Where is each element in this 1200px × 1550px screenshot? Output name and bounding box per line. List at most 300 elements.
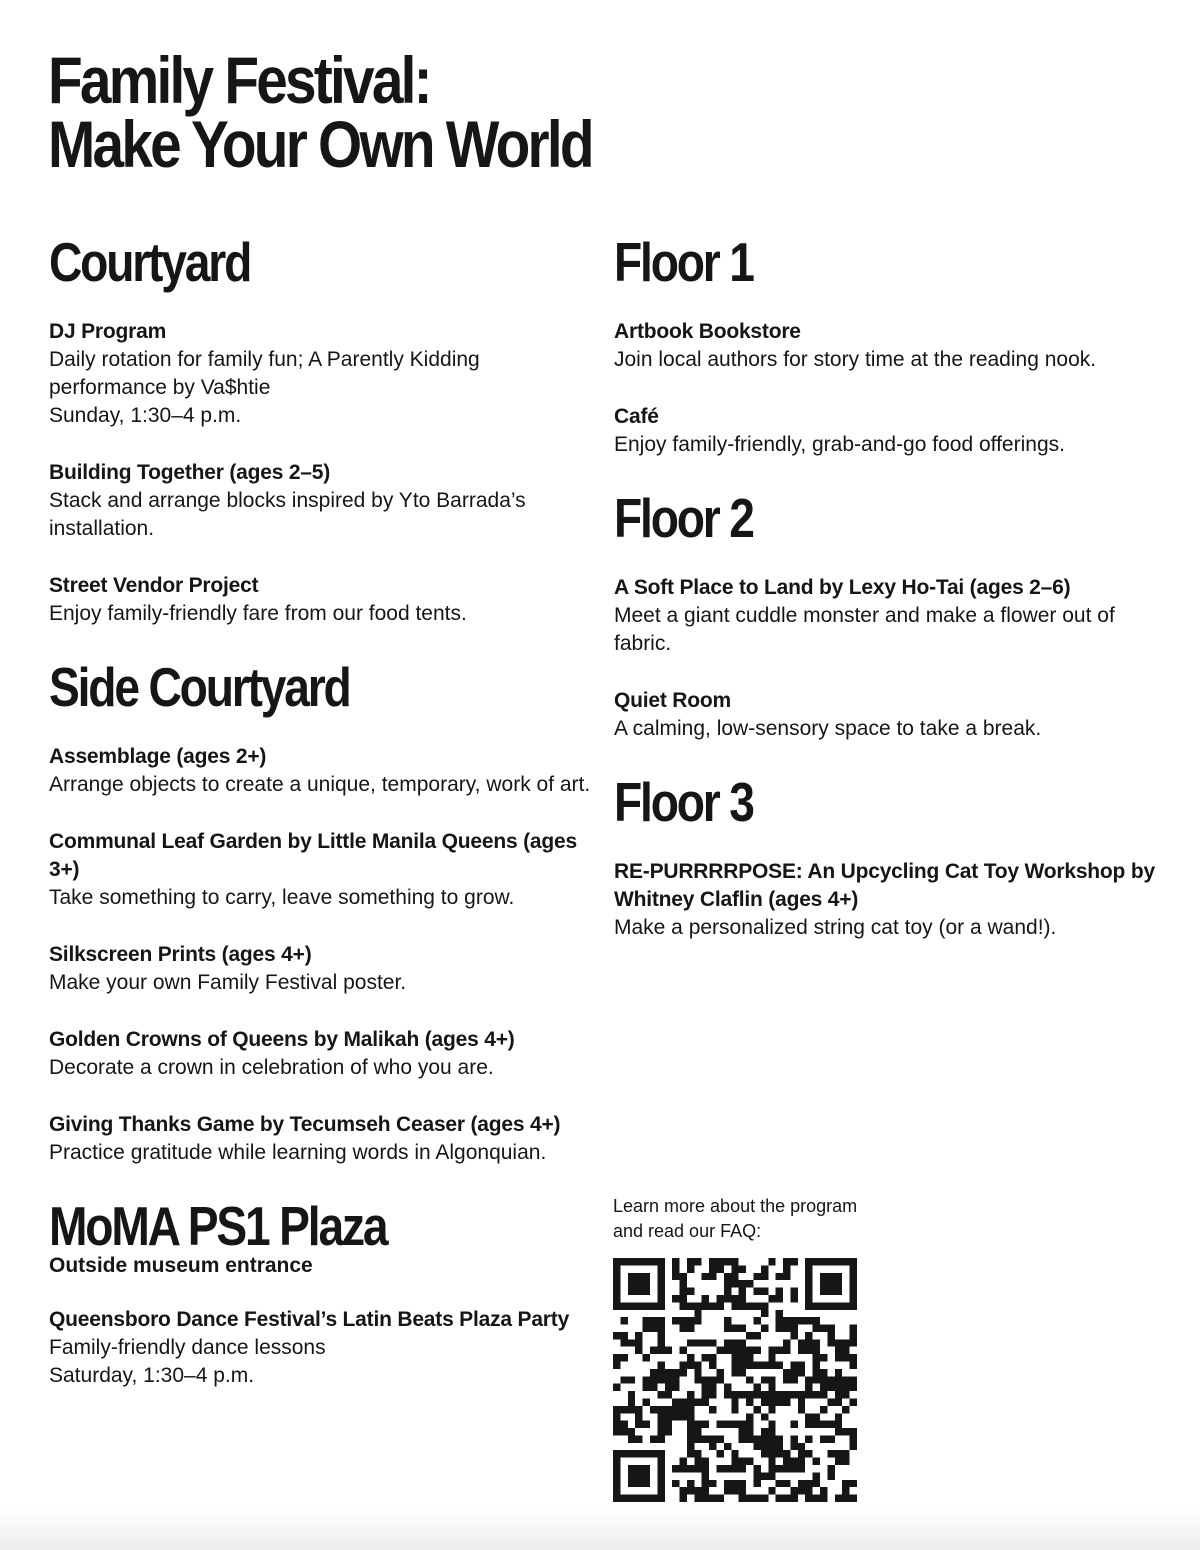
qr-module bbox=[665, 1369, 672, 1376]
qr-module bbox=[650, 1369, 657, 1376]
qr-module bbox=[842, 1376, 849, 1383]
qr-module bbox=[709, 1391, 716, 1398]
qr-module bbox=[613, 1487, 620, 1494]
qr-module bbox=[739, 1458, 746, 1465]
floor-2-items bbox=[614, 574, 1174, 743]
qr-module bbox=[768, 1487, 775, 1494]
side-courtyard-section bbox=[49, 657, 594, 1167]
qr-module bbox=[739, 1362, 746, 1369]
qr-module bbox=[768, 1295, 775, 1302]
qr-module bbox=[790, 1362, 797, 1369]
qr-module bbox=[783, 1495, 790, 1502]
qr-module bbox=[850, 1302, 857, 1309]
program-item bbox=[49, 743, 594, 799]
qr-module bbox=[753, 1273, 760, 1280]
qr-module bbox=[724, 1384, 731, 1391]
qr-module bbox=[657, 1265, 664, 1272]
qr-module bbox=[813, 1421, 820, 1428]
qr-module bbox=[790, 1421, 797, 1428]
qr-module bbox=[842, 1458, 849, 1465]
qr-module bbox=[635, 1347, 642, 1354]
qr-module bbox=[835, 1421, 842, 1428]
qr-module bbox=[657, 1450, 664, 1457]
qr-module bbox=[753, 1391, 760, 1398]
qr-module bbox=[702, 1376, 709, 1383]
qr-module bbox=[761, 1495, 768, 1502]
qr-module bbox=[717, 1265, 724, 1272]
qr-module bbox=[820, 1258, 827, 1265]
qr-module bbox=[657, 1421, 664, 1428]
qr-module bbox=[650, 1302, 657, 1309]
qr-module bbox=[680, 1458, 687, 1465]
qr-module bbox=[687, 1487, 694, 1494]
qr-module bbox=[842, 1450, 849, 1457]
qr-module bbox=[635, 1413, 642, 1420]
qr-module bbox=[835, 1428, 842, 1435]
qr-module bbox=[635, 1332, 642, 1339]
qr-module bbox=[827, 1472, 834, 1479]
program-description: Enjoy family-friendly fare from our food tents. bbox=[49, 602, 467, 625]
qr-module bbox=[687, 1258, 694, 1265]
qr-module bbox=[850, 1325, 857, 1332]
qr-module bbox=[628, 1406, 635, 1413]
qr-module bbox=[724, 1258, 731, 1265]
qr-module bbox=[628, 1472, 635, 1479]
qr-module bbox=[820, 1421, 827, 1428]
qr-module bbox=[753, 1435, 760, 1442]
qr-module bbox=[680, 1295, 687, 1302]
qr-module bbox=[739, 1495, 746, 1502]
qr-module bbox=[761, 1428, 768, 1435]
qr-module bbox=[790, 1465, 797, 1472]
qr-module bbox=[768, 1398, 775, 1405]
qr-module bbox=[724, 1295, 731, 1302]
program-description: Decorate a crown in celebration of who you are. bbox=[49, 1056, 494, 1079]
qr-module bbox=[724, 1317, 731, 1324]
qr-module bbox=[753, 1317, 760, 1324]
qr-module bbox=[813, 1362, 820, 1369]
qr-module bbox=[628, 1302, 635, 1309]
qr-module bbox=[790, 1487, 797, 1494]
qr-module bbox=[665, 1391, 672, 1398]
qr-module bbox=[672, 1413, 679, 1420]
program-description: Meet a giant cuddle monster and make a flower out of fabric. bbox=[614, 604, 1115, 655]
qr-module bbox=[805, 1258, 812, 1265]
program-description: Stack and arrange blocks inspired by Yto Barrada’s installation. bbox=[49, 489, 526, 540]
faq-qr-block bbox=[613, 1194, 873, 1502]
qr-module bbox=[790, 1376, 797, 1383]
qr-module bbox=[739, 1435, 746, 1442]
qr-module bbox=[790, 1317, 797, 1324]
qr-module bbox=[835, 1258, 842, 1265]
qr-module bbox=[805, 1391, 812, 1398]
qr-module bbox=[813, 1376, 820, 1383]
program-item bbox=[49, 572, 594, 628]
qr-module bbox=[672, 1398, 679, 1405]
qr-module bbox=[694, 1428, 701, 1435]
qr-module bbox=[650, 1384, 657, 1391]
qr-module bbox=[813, 1369, 820, 1376]
plaza-subheading: Outside museum entrance bbox=[49, 1254, 313, 1277]
courtyard-heading: Courtyard bbox=[49, 231, 251, 293]
qr-module bbox=[657, 1288, 664, 1295]
qr-module bbox=[731, 1362, 738, 1369]
qr-module bbox=[657, 1273, 664, 1280]
qr-module bbox=[783, 1480, 790, 1487]
qr-module bbox=[746, 1376, 753, 1383]
qr-module bbox=[761, 1472, 768, 1479]
qr-module bbox=[746, 1354, 753, 1361]
qr-module bbox=[805, 1376, 812, 1383]
qr-module bbox=[709, 1480, 716, 1487]
qr-module bbox=[790, 1458, 797, 1465]
qr-module bbox=[657, 1391, 664, 1398]
qr-module bbox=[717, 1295, 724, 1302]
qr-module bbox=[628, 1339, 635, 1346]
qr-module bbox=[635, 1258, 642, 1265]
qr-module bbox=[850, 1495, 857, 1502]
qr-module bbox=[650, 1325, 657, 1332]
qr-module bbox=[805, 1339, 812, 1346]
qr-module bbox=[739, 1421, 746, 1428]
program-item bbox=[49, 1306, 594, 1390]
qr-module bbox=[657, 1280, 664, 1287]
qr-module bbox=[827, 1273, 834, 1280]
qr-module bbox=[776, 1347, 783, 1354]
qr-module bbox=[643, 1465, 650, 1472]
qr-module bbox=[717, 1258, 724, 1265]
qr-module bbox=[672, 1376, 679, 1383]
qr-module bbox=[835, 1376, 842, 1383]
qr-module bbox=[613, 1421, 620, 1428]
qr-module bbox=[753, 1472, 760, 1479]
qr-module bbox=[709, 1265, 716, 1272]
qr-module bbox=[680, 1465, 687, 1472]
qr-module bbox=[805, 1480, 812, 1487]
qr-module bbox=[798, 1450, 805, 1457]
qr-module bbox=[820, 1391, 827, 1398]
qr-module bbox=[731, 1354, 738, 1361]
qr-module bbox=[724, 1280, 731, 1287]
qr-module bbox=[850, 1428, 857, 1435]
qr-module bbox=[724, 1273, 731, 1280]
qr-module bbox=[776, 1295, 783, 1302]
qr-module bbox=[680, 1398, 687, 1405]
qr-module bbox=[842, 1406, 849, 1413]
qr-module bbox=[753, 1495, 760, 1502]
qr-module bbox=[813, 1495, 820, 1502]
qr-module bbox=[746, 1428, 753, 1435]
qr-module bbox=[650, 1495, 657, 1502]
qr-module bbox=[709, 1273, 716, 1280]
qr-module bbox=[805, 1302, 812, 1309]
qr-module bbox=[702, 1472, 709, 1479]
qr-module bbox=[680, 1347, 687, 1354]
qr-module bbox=[620, 1450, 627, 1457]
qr-module bbox=[835, 1302, 842, 1309]
qr-module bbox=[635, 1302, 642, 1309]
qr-module bbox=[746, 1280, 753, 1287]
qr-module bbox=[702, 1391, 709, 1398]
qr-module bbox=[672, 1480, 679, 1487]
qr-module bbox=[620, 1376, 627, 1383]
qr-module bbox=[820, 1280, 827, 1287]
qr-module bbox=[657, 1317, 664, 1324]
qr-module bbox=[746, 1421, 753, 1428]
qr-module bbox=[820, 1495, 827, 1502]
qr-module bbox=[687, 1413, 694, 1420]
program-title: Silkscreen Prints (ages 4+) bbox=[49, 943, 312, 966]
qr-module bbox=[709, 1384, 716, 1391]
qr-module bbox=[790, 1332, 797, 1339]
qr-module bbox=[827, 1376, 834, 1383]
qr-module bbox=[628, 1288, 635, 1295]
qr-module bbox=[628, 1450, 635, 1457]
qr-module bbox=[657, 1406, 664, 1413]
qr-module bbox=[805, 1450, 812, 1457]
program-description: Practice gratitude while learning words in Algonquian. bbox=[49, 1141, 547, 1164]
qr-module bbox=[643, 1384, 650, 1391]
qr-module bbox=[842, 1428, 849, 1435]
qr-module bbox=[850, 1332, 857, 1339]
qr-module bbox=[687, 1339, 694, 1346]
qr-module bbox=[805, 1495, 812, 1502]
qr-module bbox=[805, 1288, 812, 1295]
qr-module bbox=[820, 1354, 827, 1361]
qr-module bbox=[620, 1354, 627, 1361]
qr-module bbox=[783, 1391, 790, 1398]
program-item bbox=[614, 318, 1174, 374]
program-item bbox=[614, 574, 1174, 658]
qr-module bbox=[702, 1354, 709, 1361]
program-time: Saturday, 1:30–4 p.m. bbox=[49, 1364, 255, 1387]
program-item bbox=[614, 858, 1174, 942]
qr-module bbox=[827, 1435, 834, 1442]
qr-module bbox=[761, 1273, 768, 1280]
qr-module bbox=[813, 1354, 820, 1361]
qr-module bbox=[672, 1317, 679, 1324]
qr-module bbox=[850, 1339, 857, 1346]
program-title: Golden Crowns of Queens by Malikah (ages 4+) bbox=[49, 1028, 515, 1051]
qr-module bbox=[687, 1391, 694, 1398]
qr-module bbox=[761, 1288, 768, 1295]
qr-module bbox=[820, 1325, 827, 1332]
floor-1-section bbox=[614, 232, 1174, 459]
qr-module bbox=[835, 1288, 842, 1295]
qr-code-icon[interactable] bbox=[613, 1258, 857, 1502]
qr-module bbox=[753, 1332, 760, 1339]
qr-module bbox=[657, 1339, 664, 1346]
qr-module bbox=[731, 1398, 738, 1405]
qr-module bbox=[805, 1487, 812, 1494]
qr-module bbox=[694, 1465, 701, 1472]
floor-3-heading: Floor 3 bbox=[614, 771, 753, 833]
plaza-items bbox=[49, 1306, 594, 1390]
qr-module bbox=[850, 1384, 857, 1391]
qr-module bbox=[768, 1435, 775, 1442]
qr-module bbox=[657, 1302, 664, 1309]
qr-module bbox=[761, 1265, 768, 1272]
qr-module bbox=[702, 1495, 709, 1502]
qr-module bbox=[746, 1332, 753, 1339]
qr-module bbox=[768, 1354, 775, 1361]
qr-module bbox=[827, 1302, 834, 1309]
qr-module bbox=[709, 1302, 716, 1309]
qr-module bbox=[753, 1465, 760, 1472]
qr-module bbox=[672, 1273, 679, 1280]
qr-module bbox=[650, 1317, 657, 1324]
qr-module bbox=[717, 1369, 724, 1376]
qr-module bbox=[702, 1295, 709, 1302]
qr-module bbox=[694, 1398, 701, 1405]
qr-module bbox=[717, 1450, 724, 1457]
qr-module bbox=[746, 1391, 753, 1398]
qr-module bbox=[753, 1288, 760, 1295]
qr-module bbox=[694, 1317, 701, 1324]
qr-module bbox=[739, 1265, 746, 1272]
qr-module bbox=[694, 1302, 701, 1309]
qr-module bbox=[613, 1472, 620, 1479]
qr-module bbox=[798, 1406, 805, 1413]
qr-module bbox=[628, 1376, 635, 1383]
qr-module bbox=[827, 1384, 834, 1391]
qr-module bbox=[753, 1384, 760, 1391]
qr-module bbox=[643, 1280, 650, 1287]
qr-module bbox=[643, 1288, 650, 1295]
qr-module bbox=[820, 1435, 827, 1442]
qr-module bbox=[790, 1495, 797, 1502]
qr-module bbox=[709, 1362, 716, 1369]
qr-module bbox=[746, 1495, 753, 1502]
qr-module bbox=[680, 1362, 687, 1369]
qr-module bbox=[620, 1406, 627, 1413]
qr-module bbox=[850, 1376, 857, 1383]
qr-module bbox=[827, 1421, 834, 1428]
qr-module bbox=[731, 1458, 738, 1465]
floor-3-section bbox=[614, 772, 1174, 942]
qr-module bbox=[813, 1413, 820, 1420]
qr-module bbox=[724, 1487, 731, 1494]
qr-module bbox=[680, 1406, 687, 1413]
qr-module bbox=[643, 1354, 650, 1361]
qr-module bbox=[680, 1495, 687, 1502]
qr-module bbox=[731, 1295, 738, 1302]
qr-module bbox=[776, 1362, 783, 1369]
program-title: Giving Thanks Game by Tecumseh Ceaser (ages 4+) bbox=[49, 1113, 561, 1136]
program-item bbox=[49, 318, 594, 430]
program-item bbox=[614, 687, 1174, 743]
qr-module bbox=[657, 1295, 664, 1302]
qr-module bbox=[680, 1288, 687, 1295]
qr-module bbox=[657, 1347, 664, 1354]
qr-module bbox=[827, 1332, 834, 1339]
qr-module bbox=[613, 1273, 620, 1280]
qr-module bbox=[768, 1391, 775, 1398]
qr-module bbox=[628, 1480, 635, 1487]
qr-module bbox=[768, 1458, 775, 1465]
program-title: Quiet Room bbox=[614, 689, 731, 712]
qr-module bbox=[672, 1295, 679, 1302]
qr-module bbox=[850, 1265, 857, 1272]
qr-module bbox=[620, 1339, 627, 1346]
qr-module bbox=[717, 1465, 724, 1472]
qr-module bbox=[702, 1487, 709, 1494]
qr-module bbox=[761, 1413, 768, 1420]
qr-module bbox=[613, 1465, 620, 1472]
qr-module bbox=[753, 1406, 760, 1413]
qr-module bbox=[798, 1339, 805, 1346]
qr-module bbox=[842, 1495, 849, 1502]
qr-module bbox=[798, 1391, 805, 1398]
qr-module bbox=[783, 1376, 790, 1383]
qr-module bbox=[835, 1413, 842, 1420]
qr-module bbox=[739, 1280, 746, 1287]
qr-module bbox=[650, 1347, 657, 1354]
qr-module bbox=[702, 1421, 709, 1428]
qr-module bbox=[724, 1443, 731, 1450]
qr-module bbox=[650, 1435, 657, 1442]
qr-module bbox=[813, 1302, 820, 1309]
qr-module bbox=[776, 1317, 783, 1324]
qr-module bbox=[827, 1450, 834, 1457]
qr-module bbox=[850, 1354, 857, 1361]
qr-module bbox=[805, 1295, 812, 1302]
qr-module bbox=[709, 1339, 716, 1346]
qr-module bbox=[731, 1421, 738, 1428]
qr-module bbox=[805, 1273, 812, 1280]
qr-module bbox=[613, 1280, 620, 1287]
qr-module bbox=[643, 1398, 650, 1405]
program-description: Arrange objects to create a unique, temporary, work of art. bbox=[49, 773, 591, 796]
qr-module bbox=[731, 1369, 738, 1376]
qr-module bbox=[805, 1421, 812, 1428]
program-item bbox=[614, 403, 1174, 459]
qr-module bbox=[628, 1273, 635, 1280]
qr-module bbox=[694, 1495, 701, 1502]
qr-module bbox=[724, 1421, 731, 1428]
plaza-section bbox=[49, 1196, 594, 1390]
qr-module bbox=[776, 1325, 783, 1332]
qr-module bbox=[739, 1354, 746, 1361]
qr-module bbox=[635, 1288, 642, 1295]
qr-module bbox=[687, 1435, 694, 1442]
qr-module bbox=[613, 1384, 620, 1391]
qr-module bbox=[753, 1443, 760, 1450]
qr-module bbox=[798, 1317, 805, 1324]
qr-module bbox=[790, 1325, 797, 1332]
qr-module bbox=[768, 1443, 775, 1450]
program-title: Street Vendor Project bbox=[49, 574, 259, 597]
qr-module bbox=[813, 1325, 820, 1332]
side-courtyard-heading: Side Courtyard bbox=[49, 656, 350, 718]
qr-module bbox=[643, 1376, 650, 1383]
qr-module bbox=[650, 1376, 657, 1383]
qr-module bbox=[724, 1325, 731, 1332]
qr-module bbox=[805, 1413, 812, 1420]
qr-module bbox=[827, 1325, 834, 1332]
qr-module bbox=[827, 1258, 834, 1265]
qr-module bbox=[813, 1317, 820, 1324]
qr-module bbox=[702, 1465, 709, 1472]
qr-module bbox=[805, 1317, 812, 1324]
qr-module bbox=[628, 1435, 635, 1442]
qr-module bbox=[694, 1362, 701, 1369]
program-title: Communal Leaf Garden by Little Manila Queens (ages 3+) bbox=[49, 830, 577, 881]
qr-module bbox=[702, 1398, 709, 1405]
qr-module bbox=[813, 1480, 820, 1487]
qr-module bbox=[739, 1347, 746, 1354]
qr-module bbox=[613, 1295, 620, 1302]
